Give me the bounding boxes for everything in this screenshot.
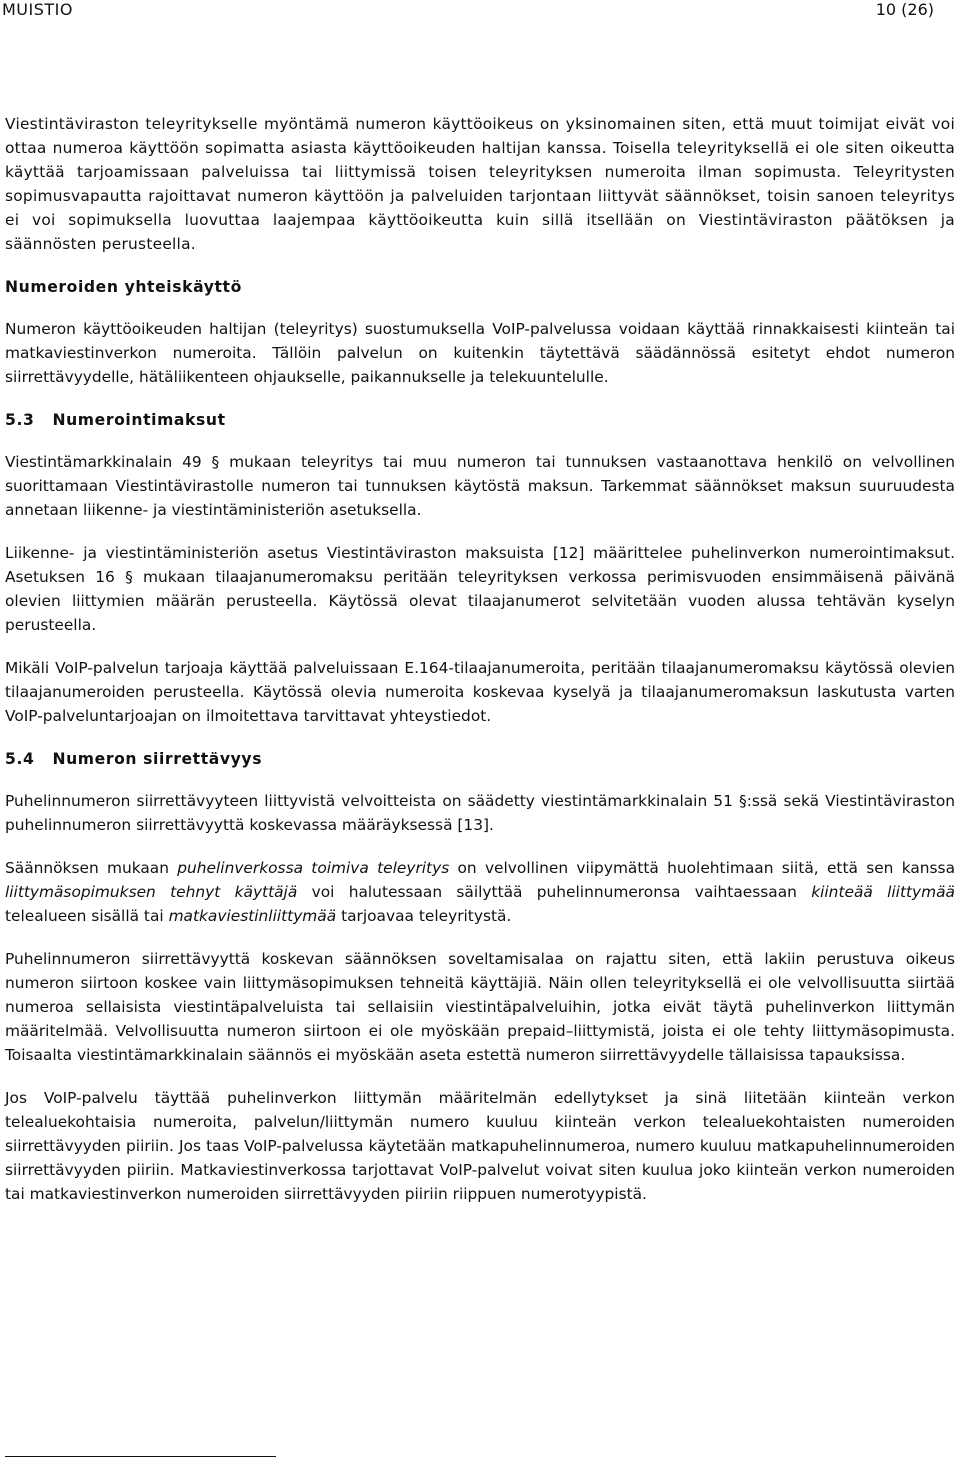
text-run: on velvollinen viipymättä huolehtimaan siitä, että sen kanssa	[449, 859, 955, 877]
paragraph-soveltamisala: Puhelinnumeron siirrettävyyttä koskevan säännöksen soveltamisalaa on rajattu siten, että lakiin perustuva oikeus numeron siirtoon koskee vain liittymäsopimuksen tehneitä käyttäjiä. Näin ollen teleyrityksellä ei ole velvollisuutta siirtää numeroa sellaisista viestintäpalveluista tai sellaisiin viestintäpalveluihin, jotka eivät täytä puhelinverkon liittymän määritelmää. Velvollisuutta numeron siirtoon ei ole myöskään prepaid–liittymistä, joista ei ole tehty liittymäsopimusta. Toisaalta viestintämarkkinalain säännös ei myöskään aseta estettä numeron siirrettävyydelle tällaisissa tapauksissa.	[5, 950, 955, 1064]
paragraph-voip-tilaajanumeromaksu: Mikäli VoIP-palvelun tarjoaja käyttää palveluissaan E.164-tilaajanumeroita, peritään tilaajanumeromaksu käytössä olevien tilaajanumeroiden perusteella. Käytössä olevia numeroita koskevaa kyselyä ja tilaajanumeromaksun laskutusta varten VoIP-palveluntarjoajan on ilmoitettava tarvittavat yhteystiedot.	[5, 659, 955, 725]
emphasis-term: liittymäsopimuksen tehnyt käyttäjä	[5, 883, 298, 901]
section-title: Numerointimaksut	[52, 411, 226, 429]
heading-numeroiden-yhteiskaytto: Numeroiden yhteiskäyttö	[5, 278, 242, 296]
page-header	[0, 0, 960, 22]
paragraph-numeron-kayttooikeus: Viestintäviraston teleyritykselle myöntämä numeron käyttöoikeus on yksinomainen siten, että muut toimijat eivät voi ottaa numeroa käyttöön sopimatta asiasta käyttöoikeuden haltijan kanssa. Toisella teleyrityksellä ei ole siten oikeutta käyttää tarjoamissaan palveluissa tai liittymissä toisen teleyrityksen numeroita ilman sopimusta. Teleyritysten sopimusvapautta rajoittavat numeron käyttöön ja palveluiden tarjontaan liittyvät säännökset, toisin sanoen teleyritys ei voi sopimuksella luovuttaa laajempaa käyttöoikeutta kuin sillä itsellään on Viestintäviraston päätöksen ja säännösten perusteella.	[5, 115, 955, 253]
document-body	[5, 112, 955, 1225]
paragraph-saannoksen-mukaan	[5, 856, 955, 928]
page-number: 10 (26)	[875, 0, 934, 19]
text-run: Säännöksen mukaan	[5, 859, 178, 877]
paragraph-siirrettavyys-velvoitteet: Puhelinnumeron siirrettävyyteen liittyvistä velvoitteista on säädetty viestintämarkkinalain 51 §:ssä sekä Viestintäviraston puhelinnumeron siirrettävyyttä koskevassa määräyksessä [13].	[5, 792, 955, 834]
paragraph-asetus-maksuista: Liikenne- ja viestintäministeriön asetus Viestintäviraston maksuista [12] määrittelee puhelinverkon numerointimaksut. Asetuksen 16 § mukaan tilaajanumeromaksu peritään teleyrityksen verkossa perimisvuoden ensimmäisenä päivänä olevien liittymien määrän perusteella. Käytössä olevat tilaajanumerot selvitetään vuoden alussa tehtävän kyselyn perusteella.	[5, 544, 955, 634]
emphasis-term: matkaviestinliittymää	[168, 907, 337, 925]
paragraph-voip-siirrettavyys: Jos VoIP-palvelu täyttää puhelinverkon liittymän määritelmän edellytykset ja sinä liitetään kiinteän verkon telealuekohtaisia numeroita, palvelun/liittymän numero kuuluu kiinteän verkon telealuekohtaisten numeroiden siirrettävyyden piiriin. Jos taas VoIP-palvelussa käytetään matkapuhelinnumeroa, numero kuuluu matkapuhelinnumeroiden siirrettävyyden piiriin. Matkaviestinverkossa tarjottavat VoIP-palvelut voivat siten kuulua joko kiinteän verkon numeroiden tai matkaviestinverkon numeroiden siirrettävyyden piiriin riippuen numerotyypistä.	[5, 1089, 955, 1203]
heading-numeron-siirrettavyys	[5, 747, 955, 771]
document-type-label: MUISTIO	[2, 0, 73, 19]
text-run: tarjoavaa teleyritystä.	[336, 907, 512, 925]
section-title: Numeron siirrettävyys	[52, 750, 263, 768]
footnote-separator	[5, 1456, 276, 1457]
section-number: 5.3	[5, 411, 35, 429]
paragraph-viestintamarkkinalaki-49: Viestintämarkkinalain 49 § mukaan teleyritys tai muu numeron tai tunnuksen vastaanottava henkilö on velvollinen suorittamaan Viestintävirastolle numeron tai tunnuksen käytöstä maksun. Tarkemmat säännökset maksun suuruudesta annetaan liikenne- ja viestintäministeriön asetuksella.	[5, 453, 955, 519]
emphasis-term: puhelinverkossa toimiva teleyritys	[177, 859, 450, 877]
section-number: 5.4	[5, 750, 35, 768]
emphasis-term: kiinteää liittymää	[811, 883, 955, 901]
paragraph-yhteiskaytto: Numeron käyttöoikeuden haltijan (teleyritys) suostumuksella VoIP-palvelussa voidaan käyttää rinnakkaisesti kiinteän tai matkaviestinverkon numeroita. Tällöin palvelun on kuitenkin täytettävä säädännössä esitetyt ehdot numeron siirrettävyydelle, hätäliikenteen ohjaukselle, paikannukselle ja telekuuntelulle.	[5, 320, 955, 386]
heading-numerointimaksut	[5, 408, 955, 432]
text-run: voi halutessaan säilyttää puhelinnumeronsa vaihtaessaan	[297, 883, 812, 901]
text-run: telealueen sisällä tai	[5, 907, 169, 925]
